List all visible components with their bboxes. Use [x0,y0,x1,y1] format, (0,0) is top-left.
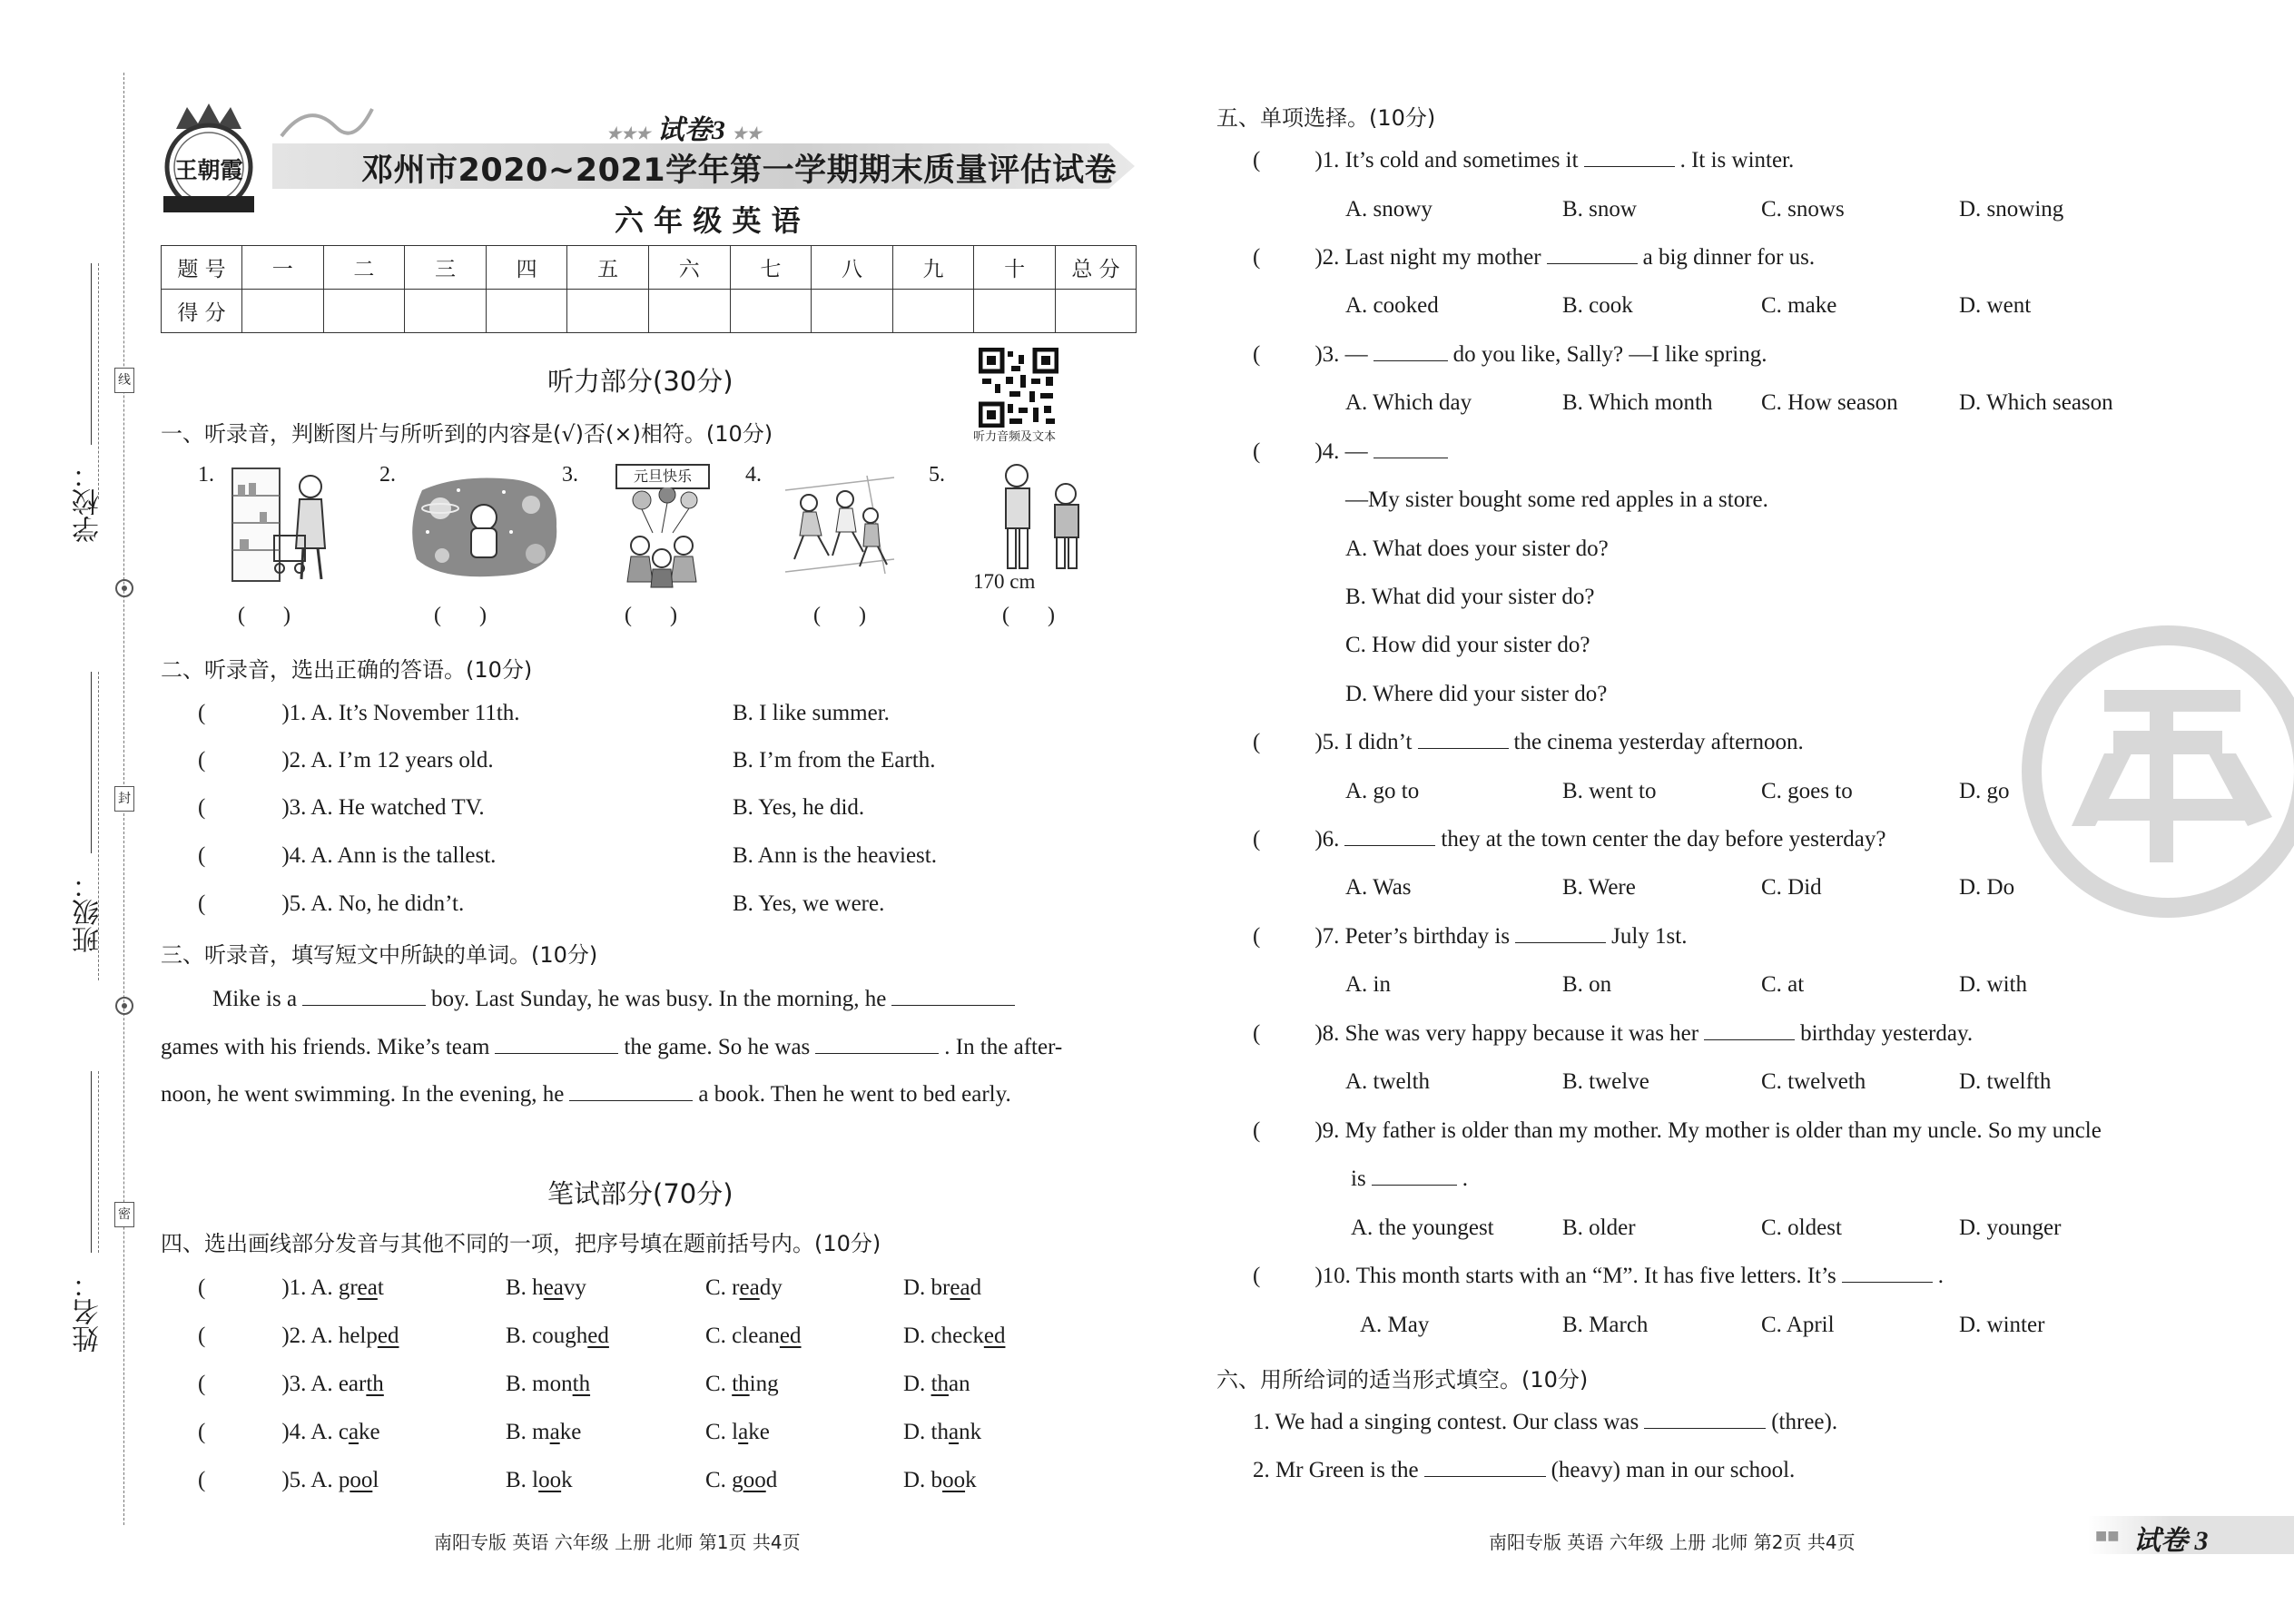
option[interactable]: B. Were [1562,875,1636,900]
question-row [198,701,520,726]
option: D. thank [903,1420,982,1444]
passage-text: games with his friends. Mike’s team [161,1035,490,1059]
fill-blank[interactable] [495,1052,618,1054]
answer-paren[interactable]: ( ) [625,604,677,627]
answer-paren[interactable]: ( [198,701,206,725]
option-a: )3. A. He watched TV. [281,795,485,820]
answer-paren[interactable]: ( [1253,1264,1261,1288]
score-header-cell: 九 [892,246,974,290]
option-b: B. Yes, we were. [733,891,885,916]
answer-paren[interactable]: ( [198,1468,206,1492]
option-text: t [377,1275,384,1300]
answer-paren[interactable]: ( ) [813,604,866,627]
corner-squares-icon: ■■ [2095,1529,2120,1543]
option[interactable]: B. What did your sister do? [1345,585,1595,609]
answer-paren[interactable]: ( [1253,342,1261,367]
passage-line [212,987,1020,1012]
picture-item [929,463,945,487]
question-text-cont: is . [1351,1166,1468,1191]
question-text: )6. [1314,827,1340,851]
children-playing-picture [776,472,903,581]
exam-title: 邓州市2020~2021学年第一学期期末质量评估试卷 [361,153,1117,189]
score-header-cell: 一 [242,246,324,290]
option-a: )2. A. I’m 12 years old. [281,748,494,773]
picture-item-number: 5. [929,463,945,487]
option[interactable]: D. younger [1959,1216,2062,1240]
fill-blank[interactable] [569,1099,693,1101]
score-table-score-row [162,290,1137,333]
question-text: )2. Last night my mother [1314,245,1541,270]
score-cell[interactable] [892,290,974,333]
question-row [198,891,464,917]
question-number: )5. A. [281,1468,333,1492]
fill-blank[interactable] [302,1004,426,1006]
question-row [1253,1021,1973,1047]
logo-text: 王朝霞 [174,157,243,183]
option-b: B. I like summer. [733,701,890,725]
answer-paren[interactable]: ( [198,1275,206,1300]
binding-hole-icon [113,576,136,600]
option: B. make [506,1420,582,1444]
star-icon: ★★ [732,124,762,143]
fill-blank[interactable] [1373,457,1448,458]
option[interactable]: B. twelve [1562,1069,1649,1094]
corner-badge [2088,1516,2294,1554]
score-cell[interactable] [812,290,893,333]
binding-margin [0,0,136,1624]
question-row [198,795,485,821]
answer-paren[interactable]: ( [1253,1021,1261,1046]
question-number: )2. A. [281,1324,333,1348]
section-5-title: 五、单项选择。(10分) [1216,105,1436,131]
option[interactable]: A. Which day [1345,390,1472,415]
option[interactable]: A. go to [1345,779,1420,803]
score-table [161,245,1137,333]
seal-mark-seal: 封 [114,786,134,812]
question-number: )3. A. [281,1372,333,1396]
question-row: ( )4. A. cake [198,1420,380,1444]
brand-logo [156,102,261,215]
question-text: )1. It’s cold and sometimes it [1314,148,1579,172]
answer-paren[interactable]: ( ) [238,604,290,627]
option: C. cleaned [705,1324,802,1348]
question-text: do you like, Sally? —I like spring. [1452,342,1767,367]
answer-paren[interactable]: ( [198,843,206,868]
fill-blank[interactable] [1842,1281,1933,1283]
score-header-cell: 二 [323,246,405,290]
option: D. than [903,1372,970,1396]
question-text: . It is winter. [1679,148,1795,172]
question-row [1253,924,1687,950]
option[interactable]: C. at [1761,972,1805,997]
question-row [1253,730,1804,755]
option[interactable]: D. with [1959,972,2027,997]
section-6-title: 六、用所给词的适当形式填空。(10分) [1216,1367,1589,1393]
passage-text: a book. Then he went to bed early. [698,1082,1011,1107]
corner-badge-text: 试卷 3 [2133,1526,2209,1556]
score-header-cell: 四 [486,246,567,290]
star-icon: ★★★ [606,124,651,143]
option[interactable]: C. goes to [1761,779,1853,803]
score-cell[interactable] [405,290,487,333]
question-text: they at the town center the day before yesterday? [1441,827,1886,851]
option[interactable]: D. snowing [1959,197,2064,221]
option[interactable]: B. cook [1562,293,1633,318]
height-caption: 170 cm [973,570,1036,593]
option[interactable]: A. May [1360,1313,1430,1337]
option[interactable]: A. cooked [1345,293,1439,318]
picture-item [562,463,578,487]
answer-paren[interactable]: ( [198,1372,206,1396]
passage-text: boy. Last Sunday, he was busy. In the morning, he [431,987,887,1011]
seal-mark-secret: 密 [114,1202,134,1227]
score-header-cell: 十 [974,246,1056,290]
option[interactable]: D. Which season [1959,390,2113,415]
fill-blank[interactable] [1515,941,1606,943]
qr-caption: 听力音频及文本 [973,430,1057,444]
option[interactable]: C. How season [1761,390,1898,415]
question-text: )8. She was very happy because it was her [1314,1021,1699,1046]
option[interactable]: B. snow [1562,197,1637,221]
secret-watermark-icon [2013,617,2294,926]
question-row [1253,827,1885,852]
question-row [198,1275,384,1301]
new-year-party-picture [613,487,713,589]
score-header-cell: 七 [730,246,812,290]
option-b: B. Yes, he did. [733,795,865,820]
new-year-sign: 元旦快乐 [615,464,710,489]
class-label: 班级： [73,871,104,953]
option[interactable]: D. winter [1959,1313,2045,1337]
score-header-cell: 题 号 [162,246,242,290]
qr-code-icon [979,348,1058,428]
option[interactable]: A. in [1345,972,1391,997]
option[interactable]: D. twelfth [1959,1069,2052,1094]
question-text: )7. Peter’s birthday is [1314,924,1511,949]
section-1-title: 一、听录音，判断图片与所听到的内容是(√)否(×)相符。(10分) [161,421,773,447]
option[interactable]: A. What does your sister do? [1345,536,1609,561]
passage-line [161,1082,1011,1107]
name-label: 姓名： [73,1271,104,1353]
option: B. heavy [506,1275,586,1300]
school-label: 学校： [73,461,104,543]
question-row [1253,439,1453,465]
answer-paren[interactable]: ( [198,1324,206,1348]
option[interactable]: B. on [1562,972,1612,997]
seal-mark-line: 线 [114,368,134,393]
question-row [1253,1264,1944,1289]
option[interactable]: B. went to [1562,779,1657,803]
option[interactable]: B. older [1562,1216,1636,1240]
answer-paren[interactable]: ( [198,1420,206,1444]
option[interactable]: D. went [1959,293,2032,318]
option[interactable]: C. Did [1761,875,1822,900]
page-footer-right: 南阳专版 英语 六年级 上册 北师 第2页 共4页 [1489,1531,1856,1553]
answer-paren[interactable]: ( [1253,148,1261,172]
score-header-cell: 八 [812,246,893,290]
option[interactable]: D. Do [1959,875,2015,900]
option[interactable]: B. March [1562,1313,1649,1337]
option[interactable]: B. Which month [1562,390,1713,415]
score-cell[interactable] [1056,290,1137,333]
question-row [1253,342,1767,368]
name-field[interactable] [91,1071,92,1253]
school-field[interactable] [91,263,92,445]
option: B. look [506,1468,573,1492]
question-row [1253,1118,2102,1144]
option[interactable]: A. twelth [1345,1069,1431,1094]
score-cell[interactable] [974,290,1056,333]
fill-blank[interactable] [1372,1184,1457,1186]
picture-item-number: 2. [379,463,396,487]
option[interactable]: C. twelveth [1761,1069,1866,1094]
question-text: July 1st. [1611,924,1688,949]
fill-blank[interactable] [891,1004,1015,1006]
option: D. bread [903,1275,982,1300]
question-number: )4. A. [281,1420,333,1444]
answer-paren[interactable]: ( [1253,1118,1261,1143]
option[interactable]: A. Was [1345,875,1412,900]
answer-paren[interactable]: ( ) [434,604,487,627]
option[interactable]: C. snows [1761,197,1845,221]
option-a: )5. A. No, he didn’t. [281,891,465,916]
answer-paren[interactable]: ( ) [1002,604,1055,627]
question-row: ( )3. A. earth [198,1372,384,1396]
paper-badge [606,107,762,147]
option[interactable]: D. Where did your sister do? [1345,682,1608,706]
picture-item-number: 3. [562,463,578,487]
question-text: . [1937,1264,1944,1288]
score-header-cell: 总 分 [1056,246,1137,290]
answer-paren[interactable]: ( [1253,439,1261,464]
question-text: )4. — [1314,439,1368,464]
option: B. coughed [506,1324,609,1348]
underlined-letters: ea [357,1275,378,1300]
fill-blank[interactable] [1424,1475,1546,1477]
answer-paren[interactable]: ( [198,748,206,773]
picture-item [745,463,762,487]
question-text: )9. My father is older than my mother. My mother is older than my uncle. So my uncle [1314,1118,2102,1143]
question-text: )5. I didn’t [1314,730,1413,754]
listening-section-title: 听力部分(30分) [547,366,733,397]
score-row-label: 得 分 [162,290,242,333]
question-text: the cinema yesterday afternoon. [1513,730,1804,754]
question-text: )3. — [1314,342,1368,367]
fill-blank[interactable] [1418,747,1509,749]
paper-badge-text: 试卷3 [656,115,725,145]
option: C. good [705,1468,778,1492]
score-cell[interactable] [323,290,405,333]
passage-text: . In the after- [944,1035,1063,1059]
page-footer-left: 南阳专版 英语 六年级 上册 北师 第1页 共4页 [434,1531,801,1553]
answer-paren[interactable]: ( [1253,245,1261,270]
fill-blank[interactable] [1704,1038,1795,1040]
section-3-title: 三、听录音，填写短文中所缺的单词。(10分) [161,942,598,968]
score-cell[interactable] [648,290,730,333]
fill-blank[interactable] [1344,844,1435,846]
question-text: )10. This month starts with an “M”. It has five letters. It’s [1314,1264,1836,1288]
question-row: ( )2. A. helped [198,1324,399,1348]
picture-item [198,463,214,487]
score-cell[interactable] [486,290,567,333]
question-text: —My sister bought some red apples in a store. [1345,487,1768,512]
two-boys-height-picture [989,461,1089,577]
option: D. book [903,1468,977,1492]
score-table-header-row [162,246,1137,290]
question-row [198,843,496,869]
question-text: birthday yesterday. [1800,1021,1974,1046]
section-4-title: 四、选出画线部分发音与其他不同的一项，把序号填在题前括号内。(10分) [161,1231,881,1256]
score-header-cell: 三 [405,246,487,290]
question-row: ( )5. A. pool [198,1468,379,1492]
picture-item [379,463,396,487]
fill-item: 2. Mr Green is the (heavy) man in our school. [1253,1458,1796,1482]
written-section-title: 笔试部分(70分) [547,1178,733,1209]
option[interactable]: C. April [1761,1313,1835,1337]
passage-text: noon, he went swimming. In the evening, he [161,1082,565,1107]
answer-paren[interactable]: ( [198,891,206,916]
question-text: a big dinner for us. [1642,245,1816,270]
class-field[interactable] [91,672,92,853]
picture-item-number: 4. [745,463,762,487]
passage-text: the game. So he was [624,1035,811,1059]
fill-blank[interactable] [1644,1427,1766,1429]
qr-code[interactable] [979,348,1058,428]
fill-item: 1. We had a singing contest. Our class was (three). [1253,1410,1838,1434]
option[interactable]: A. the youngest [1351,1216,1494,1240]
supermarket-shopping-picture [227,465,340,587]
option[interactable]: C. make [1761,293,1837,318]
fill-blank[interactable] [1547,262,1638,264]
option: C. thing [705,1372,779,1396]
option-b: B. Ann is the heaviest. [733,843,937,868]
fill-blank[interactable] [815,1052,939,1054]
score-header-cell: 六 [648,246,730,290]
option[interactable]: C. How did your sister do? [1345,633,1590,657]
space-astronaut-picture [404,472,563,581]
score-cell[interactable] [567,290,649,333]
option: B. month [506,1372,591,1396]
question-row [1253,148,1794,173]
option-a: )1. A. It’s November 11th. [281,701,520,725]
option[interactable]: D. go [1959,779,2010,803]
answer-paren[interactable]: ( [1253,924,1261,949]
score-cell[interactable] [730,290,812,333]
option: C. lake [705,1420,770,1444]
section-2-title: 二、听录音，选出正确的答语。(10分) [161,657,533,683]
answer-paren[interactable]: ( [198,795,206,820]
option[interactable]: C. oldest [1761,1216,1842,1240]
exam-subtitle: 六 年 级 英 语 [615,203,801,238]
picture-item-number: 1. [198,463,214,487]
option[interactable]: A. snowy [1345,197,1433,221]
answer-paren[interactable]: ( [1253,827,1261,851]
binding-hole-icon [113,994,136,1018]
option: D. checked [903,1324,1006,1348]
answer-paren[interactable]: ( [1253,730,1261,754]
question-row [1253,245,1815,271]
option-b: B. I’m from the Earth. [733,748,936,773]
score-header-cell: 五 [567,246,649,290]
option: C. ready [705,1275,783,1300]
score-cell[interactable] [242,290,324,333]
passage-text: Mike is a [212,987,298,1011]
fill-blank[interactable] [1373,359,1448,361]
option-a: )4. A. Ann is the tallest. [281,843,497,868]
question-number: )1. A. [281,1275,333,1300]
option-text: gr [338,1275,358,1300]
passage-line [161,1035,1062,1060]
fill-blank[interactable] [1584,165,1675,167]
question-row [198,748,494,773]
